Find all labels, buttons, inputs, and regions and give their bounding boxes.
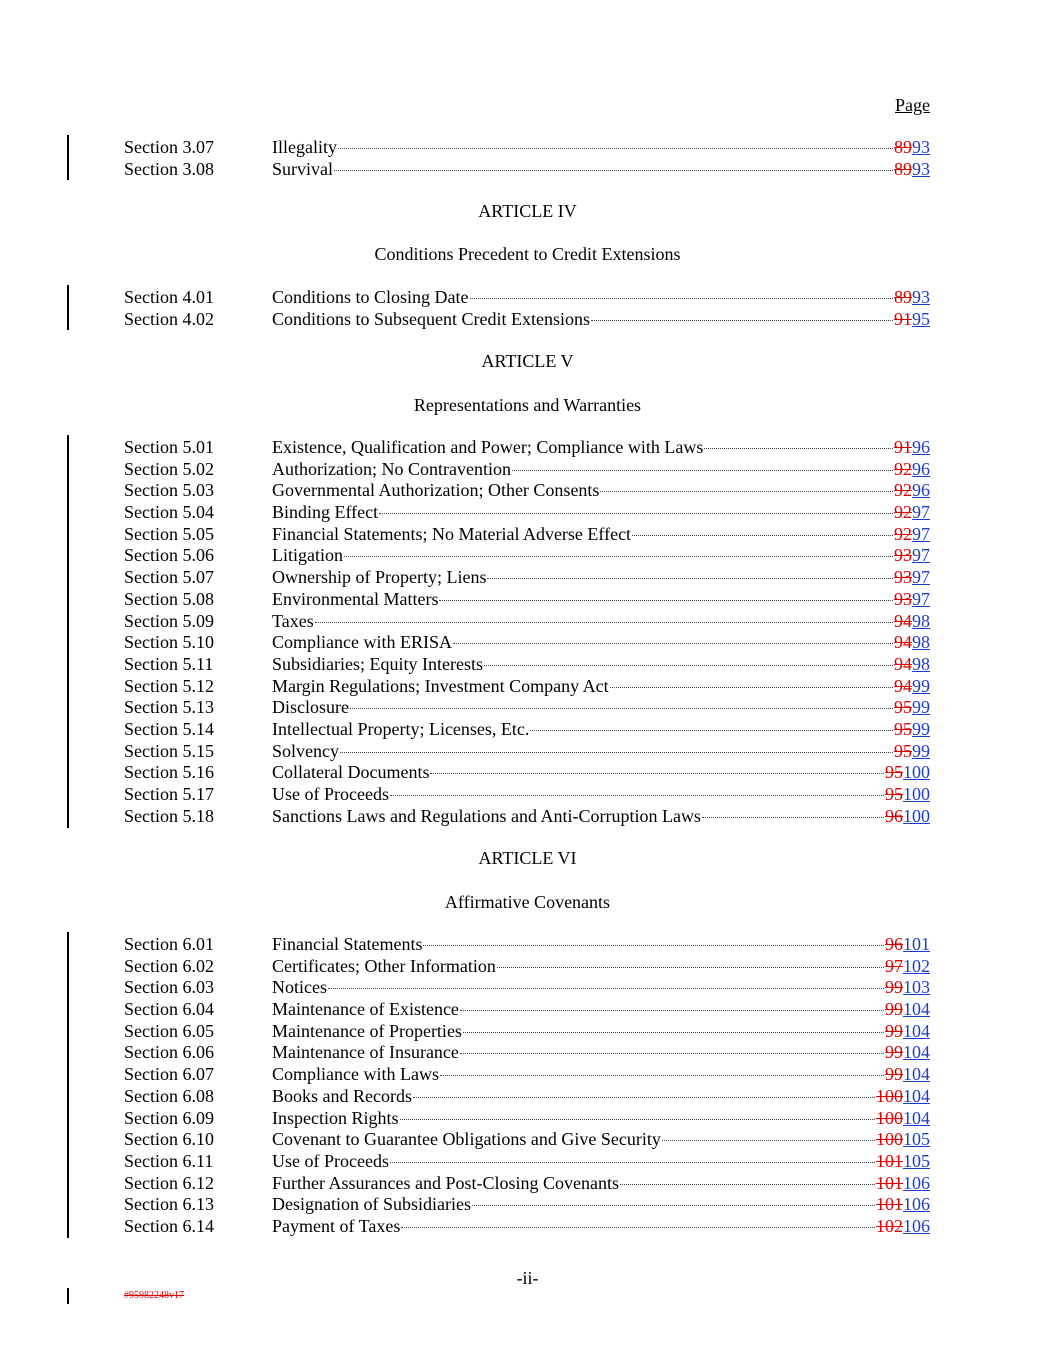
dot-leader [390, 795, 884, 796]
inserted-page-number[interactable]: 95 [912, 308, 930, 329]
inserted-page-number[interactable]: 96 [912, 458, 930, 479]
toc-section-list [0, 437, 1055, 827]
inserted-page-number[interactable]: 106 [903, 1172, 930, 1193]
toc-entry[interactable] [0, 1086, 1055, 1108]
inserted-page-number[interactable]: 104 [903, 1020, 930, 1041]
section-number: Section 5.15 [124, 740, 214, 761]
section-number: Section 5.06 [124, 545, 214, 566]
dot-leader [702, 817, 884, 818]
deleted-page-number: 93 [894, 545, 912, 566]
toc-entry[interactable] [0, 524, 1055, 546]
section-title-line [272, 784, 930, 806]
section-title-line [272, 632, 930, 654]
section-title: Governmental Authorization; Other Consents [272, 480, 600, 501]
toc-entry[interactable] [0, 1151, 1055, 1173]
section-title-line [272, 611, 930, 633]
section-title-line [272, 567, 930, 589]
dot-leader [632, 535, 893, 536]
inserted-page-number[interactable]: 98 [912, 610, 930, 631]
section-title: Further Assurances and Post-Closing Covenants [272, 1172, 619, 1193]
section-number: Section 5.03 [124, 480, 214, 501]
section-number: Section 6.10 [124, 1129, 214, 1150]
section-title-line [272, 459, 930, 481]
section-number: Section 6.08 [124, 1085, 214, 1106]
deleted-page-number: 92 [894, 523, 912, 544]
section-title-line [272, 1021, 930, 1043]
section-title-line [272, 654, 930, 676]
section-title-line [272, 1064, 930, 1086]
toc-entry[interactable] [0, 159, 1055, 181]
deleted-page-number: 95 [885, 784, 903, 804]
dot-leader [591, 320, 893, 321]
toc-entry[interactable] [0, 762, 1055, 784]
dot-leader [460, 1053, 884, 1054]
deleted-page-number: 96 [885, 934, 903, 954]
deleted-page-number: 94 [894, 675, 912, 696]
dot-leader [620, 1184, 875, 1185]
inserted-page-number[interactable]: 97 [912, 567, 930, 588]
section-number: Section 5.01 [124, 437, 214, 457]
section-title-line [272, 697, 930, 719]
section-title: Maintenance of Insurance [272, 1042, 459, 1063]
document-id: #95982248v17 [124, 1290, 184, 1301]
toc-entry[interactable] [0, 567, 1055, 589]
section-number: Section 6.06 [124, 1042, 214, 1063]
toc-entry[interactable] [0, 287, 1055, 309]
inserted-page-number[interactable]: 93 [912, 137, 930, 157]
section-title-line [272, 502, 930, 524]
toc-entry[interactable] [0, 1216, 1055, 1238]
section-title-line [272, 589, 930, 611]
section-number: Section 3.07 [124, 137, 214, 157]
toc-entry[interactable] [0, 502, 1055, 524]
dot-leader [600, 491, 893, 492]
section-title: Payment of Taxes [272, 1215, 401, 1236]
inserted-page-number[interactable]: 97 [912, 545, 930, 566]
inserted-page-number[interactable]: 98 [912, 653, 930, 674]
dot-leader [413, 1097, 875, 1098]
deleted-page-number: 92 [894, 458, 912, 479]
inserted-page-number[interactable]: 105 [903, 1150, 930, 1171]
section-title: Subsidiaries; Equity Interests [272, 653, 483, 674]
section-title: Sanctions Laws and Regulations and Anti-Corruption Laws [272, 805, 701, 826]
section-title-line [272, 999, 930, 1021]
inserted-page-number[interactable]: 100 [903, 762, 930, 783]
deleted-page-number: 92 [894, 480, 912, 501]
inserted-page-number[interactable]: 99 [912, 718, 930, 739]
dot-leader [400, 1119, 876, 1120]
deleted-page-number: 99 [885, 999, 903, 1020]
deleted-page-number: 99 [885, 1042, 903, 1063]
toc-entry[interactable] [0, 1108, 1055, 1130]
section-number: Section 6.09 [124, 1107, 214, 1128]
section-title: Use of Proceeds [272, 1150, 389, 1171]
toc-entry[interactable] [0, 956, 1055, 978]
deleted-page-number: 94 [894, 653, 912, 674]
section-title: Compliance with ERISA [272, 632, 452, 653]
toc-entry[interactable] [0, 545, 1055, 567]
inserted-page-number[interactable]: 104 [903, 1107, 930, 1128]
dot-leader [463, 1032, 884, 1033]
toc-section-list [0, 137, 1055, 180]
section-title-line [272, 1108, 930, 1130]
inserted-page-number[interactable]: 98 [912, 632, 930, 653]
toc-entry[interactable] [0, 1173, 1055, 1195]
deleted-page-number: 93 [894, 567, 912, 588]
toc-entry[interactable] [0, 480, 1055, 502]
inserted-page-number[interactable]: 100 [903, 784, 930, 804]
deleted-page-number: 99 [885, 977, 903, 998]
dot-leader [379, 513, 893, 514]
inserted-page-number[interactable]: 99 [912, 675, 930, 696]
inserted-page-number[interactable]: 96 [912, 437, 930, 457]
deleted-page-number: 94 [894, 610, 912, 631]
deleted-page-number: 89 [894, 287, 912, 307]
section-title: Covenant to Guarantee Obligations and Give Security [272, 1129, 661, 1150]
section-title-line [272, 806, 930, 828]
section-title-line [272, 934, 930, 956]
dot-leader [497, 967, 884, 968]
section-number: Section 5.17 [124, 784, 214, 804]
deleted-page-number: 101 [876, 1150, 903, 1171]
deleted-page-number: 99 [885, 1020, 903, 1041]
section-title-line [272, 762, 930, 784]
dot-leader [439, 600, 893, 601]
toc-entry[interactable] [0, 611, 1055, 633]
dot-leader [470, 298, 893, 299]
article-heading: ARTICLE V [481, 351, 574, 371]
section-title: Use of Proceeds [272, 784, 389, 804]
toc-entry[interactable] [0, 806, 1055, 828]
section-title: Binding Effect [272, 502, 379, 523]
deleted-page-number: 99 [885, 1064, 903, 1085]
section-title: Solvency [272, 740, 339, 761]
dot-leader [340, 752, 893, 753]
inserted-page-number[interactable]: 97 [912, 523, 930, 544]
inserted-page-number[interactable]: 93 [912, 287, 930, 307]
inserted-page-number[interactable]: 102 [903, 955, 930, 976]
dot-leader [338, 148, 893, 149]
section-title-line [272, 437, 930, 459]
section-title-line [272, 1216, 930, 1238]
section-title-line [272, 1173, 930, 1195]
inserted-page-number[interactable]: 104 [903, 1085, 930, 1106]
section-title: Environmental Matters [272, 588, 439, 609]
section-title: Books and Records [272, 1085, 412, 1106]
toc-entry[interactable] [0, 784, 1055, 806]
section-number: Section 6.03 [124, 977, 214, 998]
section-number: Section 3.08 [124, 158, 214, 179]
section-number: Section 5.10 [124, 632, 214, 653]
section-title-line [272, 719, 930, 741]
section-title: Designation of Subsidiaries [272, 1194, 471, 1215]
deleted-page-number: 96 [885, 805, 903, 826]
dot-leader [487, 578, 893, 579]
toc-entry[interactable] [0, 654, 1055, 676]
section-number: Section 6.05 [124, 1020, 214, 1041]
toc-entry[interactable] [0, 309, 1055, 331]
section-title: Taxes [272, 610, 314, 631]
section-title: Survival [272, 158, 333, 179]
dot-leader [530, 730, 893, 731]
section-title-line [272, 741, 930, 763]
deleted-page-number: 101 [876, 1194, 903, 1215]
section-title: Existence, Qualification and Power; Compliance with Laws [272, 437, 704, 457]
inserted-page-number[interactable]: 104 [903, 1042, 930, 1063]
dot-leader [460, 1010, 884, 1011]
section-number: Section 5.14 [124, 718, 214, 739]
section-number: Section 5.11 [124, 653, 214, 674]
dot-leader [512, 470, 893, 471]
toc-entry[interactable] [0, 719, 1055, 741]
inserted-page-number[interactable]: 105 [903, 1129, 930, 1150]
toc-entry[interactable] [0, 977, 1055, 999]
deleted-page-number: 102 [876, 1215, 903, 1236]
section-number: Section 5.18 [124, 805, 214, 826]
section-number: Section 5.02 [124, 458, 214, 479]
section-number: Section 5.04 [124, 502, 214, 523]
section-title-line [272, 287, 930, 309]
deleted-page-number: 95 [894, 718, 912, 739]
section-number: Section 6.11 [124, 1150, 214, 1171]
toc-entry[interactable] [0, 999, 1055, 1021]
deleted-page-number: 91 [894, 308, 912, 329]
toc-section-list [0, 934, 1055, 1238]
inserted-page-number[interactable]: 106 [903, 1194, 930, 1215]
dot-leader [344, 556, 893, 557]
section-number: Section 6.07 [124, 1064, 214, 1085]
dot-leader [610, 687, 893, 688]
deleted-page-number: 89 [894, 158, 912, 179]
section-number: Section 5.13 [124, 697, 214, 718]
dot-leader [315, 622, 893, 623]
deleted-page-number: 94 [894, 632, 912, 653]
dot-leader [334, 170, 893, 171]
section-title: Maintenance of Existence [272, 999, 459, 1020]
toc-entry[interactable] [0, 632, 1055, 654]
page-column-label: Page [895, 95, 930, 115]
toc-entry[interactable] [0, 676, 1055, 698]
section-title-line [272, 676, 930, 698]
inserted-page-number[interactable]: 103 [903, 977, 930, 998]
section-title: Litigation [272, 545, 343, 566]
toc-entry[interactable] [0, 589, 1055, 611]
deleted-page-number: 95 [885, 762, 903, 783]
section-number: Section 6.02 [124, 955, 214, 976]
section-title: Conditions to Subsequent Credit Extensions [272, 308, 590, 329]
deleted-page-number: 100 [876, 1107, 903, 1128]
dot-leader [423, 945, 884, 946]
toc-entry[interactable] [0, 1129, 1055, 1151]
section-title-line [272, 309, 930, 331]
section-title: Intellectual Property; Licenses, Etc. [272, 718, 530, 739]
dot-leader [453, 643, 893, 644]
change-bar [67, 1288, 69, 1304]
toc-entry[interactable] [0, 934, 1055, 956]
inserted-page-number[interactable]: 104 [903, 999, 930, 1020]
dot-leader [440, 1075, 884, 1076]
inserted-page-number[interactable]: 96 [912, 480, 930, 501]
inserted-page-number[interactable]: 99 [912, 740, 930, 761]
dot-leader [328, 988, 884, 989]
toc-entry[interactable] [0, 697, 1055, 719]
deleted-page-number: 97 [885, 955, 903, 976]
toc-section-list [0, 287, 1055, 330]
section-title: Inspection Rights [272, 1107, 399, 1128]
section-title: Disclosure [272, 697, 349, 718]
section-number: Section 6.01 [124, 934, 214, 954]
section-title-line [272, 956, 930, 978]
inserted-page-number[interactable]: 97 [912, 588, 930, 609]
dot-leader [472, 1205, 875, 1206]
dot-leader [401, 1227, 875, 1228]
toc-entry[interactable] [0, 1021, 1055, 1043]
section-number: Section 6.12 [124, 1172, 214, 1193]
toc-entry[interactable] [0, 1064, 1055, 1086]
section-title: Notices [272, 977, 327, 998]
section-title-line [272, 545, 930, 567]
section-number: Section 4.02 [124, 308, 214, 329]
section-title-line [272, 1042, 930, 1064]
section-title: Conditions to Closing Date [272, 287, 469, 307]
article-subtitle: Affirmative Covenants [444, 892, 611, 912]
toc-entry[interactable] [0, 1194, 1055, 1216]
deleted-page-number: 93 [894, 588, 912, 609]
inserted-page-number[interactable]: 99 [912, 697, 930, 718]
section-title-line [272, 1086, 930, 1108]
section-title: Illegality [272, 137, 337, 157]
section-number: Section 6.13 [124, 1194, 214, 1215]
section-title-line [272, 1151, 930, 1173]
section-number: Section 5.12 [124, 675, 214, 696]
section-number: Section 5.08 [124, 588, 214, 609]
deleted-page-number: 92 [894, 502, 912, 523]
section-number: Section 6.04 [124, 999, 214, 1020]
section-title: Maintenance of Properties [272, 1020, 462, 1041]
section-title: Authorization; No Contravention [272, 458, 511, 479]
section-title: Margin Regulations; Investment Company Act [272, 675, 609, 696]
section-title-line [272, 977, 930, 999]
section-title: Certificates; Other Information [272, 955, 496, 976]
dot-leader [430, 773, 884, 774]
section-title: Compliance with Laws [272, 1064, 439, 1085]
section-title: Ownership of Property; Liens [272, 567, 487, 588]
toc-entry[interactable] [0, 1042, 1055, 1064]
deleted-page-number: 100 [876, 1085, 903, 1106]
toc-entry[interactable] [0, 137, 1055, 159]
article-heading: ARTICLE IV [478, 201, 577, 221]
section-title-line [272, 159, 930, 181]
deleted-page-number: 100 [876, 1129, 903, 1150]
inserted-page-number[interactable]: 97 [912, 502, 930, 523]
section-number: Section 5.05 [124, 523, 214, 544]
section-title-line [272, 524, 930, 546]
section-title-line [272, 1194, 930, 1216]
section-title-line [272, 480, 930, 502]
inserted-page-number[interactable]: 104 [903, 1064, 930, 1085]
section-number: Section 5.09 [124, 610, 214, 631]
toc-entry[interactable] [0, 437, 1055, 459]
dot-leader [390, 1162, 875, 1163]
toc-entry[interactable] [0, 741, 1055, 763]
toc-entry[interactable] [0, 459, 1055, 481]
section-title: Financial Statements; No Material Adverse Effect [272, 523, 632, 544]
article-heading: ARTICLE VI [478, 848, 577, 868]
section-title: Collateral Documents [272, 762, 430, 783]
deleted-page-number: 89 [894, 137, 912, 157]
inserted-page-number[interactable]: 100 [903, 805, 930, 826]
article-subtitle: Conditions Precedent to Credit Extensions [374, 244, 681, 264]
deleted-page-number: 95 [894, 697, 912, 718]
dot-leader [704, 448, 893, 449]
section-title-line [272, 1129, 930, 1151]
dot-leader [484, 665, 893, 666]
inserted-page-number[interactable]: 101 [903, 934, 930, 954]
section-number: Section 5.07 [124, 567, 214, 588]
section-number: Section 6.14 [124, 1215, 214, 1236]
article-subtitle: Representations and Warranties [413, 395, 642, 415]
dot-leader [350, 708, 893, 709]
footer-page-number: -ii- [516, 1268, 539, 1288]
deleted-page-number: 91 [894, 437, 912, 457]
deleted-page-number: 95 [894, 740, 912, 761]
section-title-line [272, 137, 930, 159]
deleted-page-number: 101 [876, 1172, 903, 1193]
section-number: Section 4.01 [124, 287, 214, 307]
dot-leader [662, 1140, 875, 1141]
inserted-page-number[interactable]: 93 [912, 158, 930, 179]
inserted-page-number[interactable]: 106 [903, 1215, 930, 1236]
section-number: Section 5.16 [124, 762, 214, 783]
section-title: Financial Statements [272, 934, 423, 954]
